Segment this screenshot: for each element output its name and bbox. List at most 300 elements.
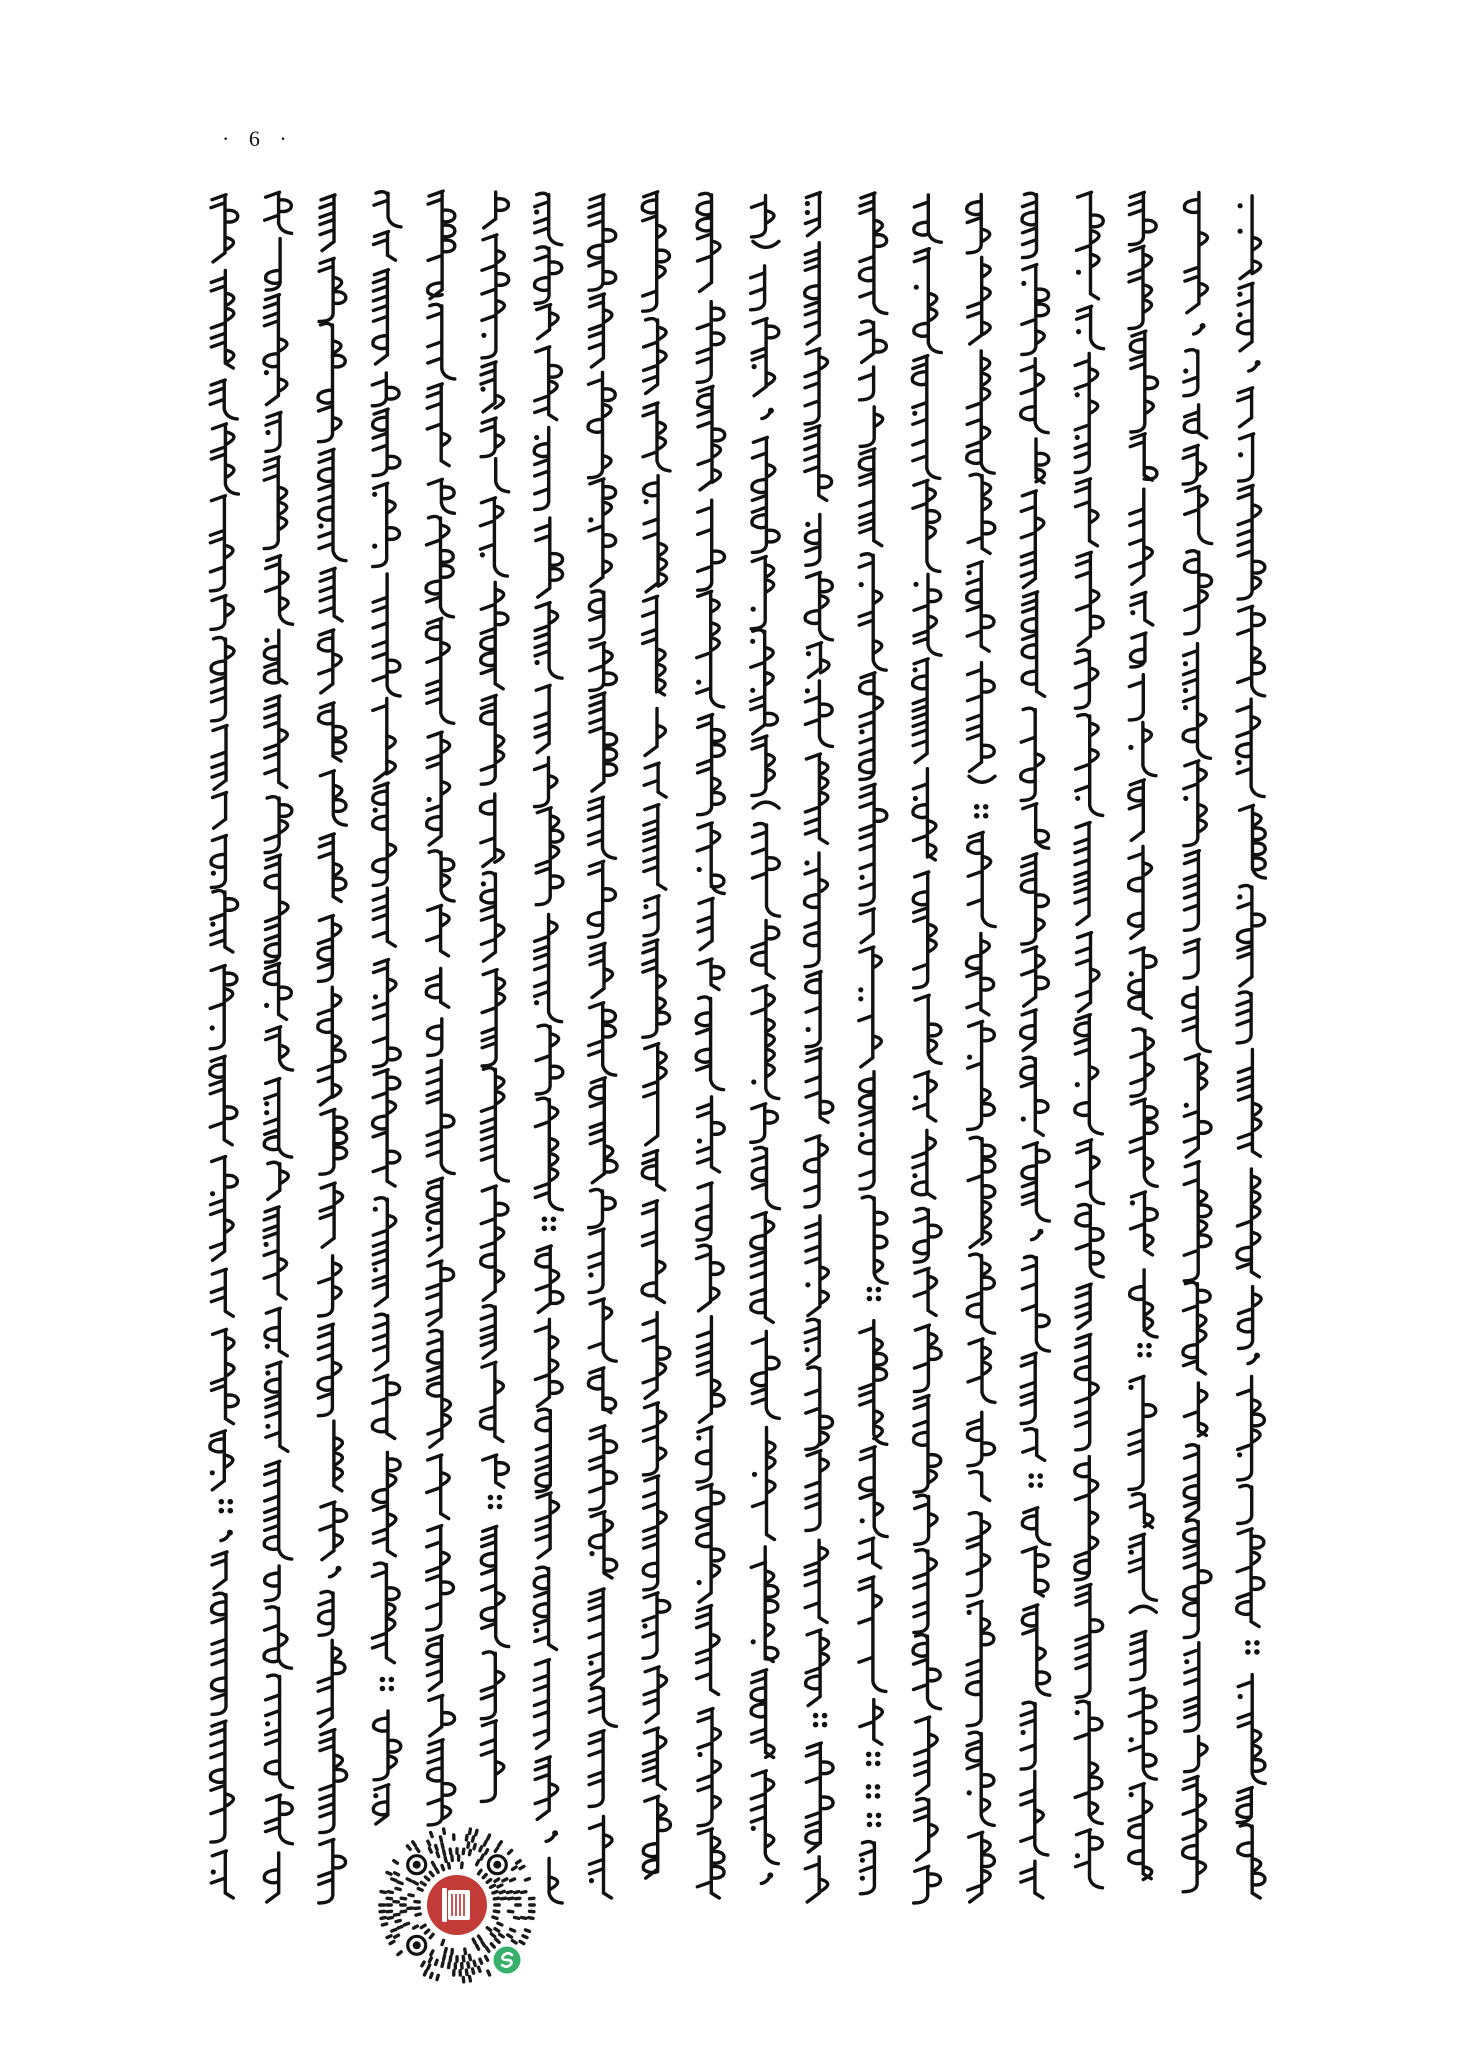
script-word bbox=[264, 963, 291, 1019]
ink-strokes bbox=[860, 1447, 887, 1537]
ink-strokes bbox=[318, 323, 345, 441]
script-word bbox=[318, 323, 345, 441]
ink-strokes bbox=[1185, 1643, 1199, 1732]
script-word bbox=[1075, 1830, 1103, 1888]
ink-strokes bbox=[1022, 193, 1037, 257]
ink-strokes bbox=[968, 257, 991, 344]
script-word bbox=[1183, 350, 1198, 396]
script-word bbox=[697, 1097, 724, 1172]
script-word bbox=[806, 1743, 833, 1852]
ink-strokes bbox=[859, 1538, 881, 1568]
ink-strokes bbox=[334, 1421, 343, 1491]
script-word bbox=[481, 235, 508, 358]
script-word bbox=[534, 428, 549, 510]
script-word bbox=[805, 426, 832, 501]
ink-strokes bbox=[426, 516, 453, 616]
ink-strokes bbox=[534, 1660, 549, 1749]
ink-dots bbox=[806, 1027, 811, 1032]
ink-dots bbox=[866, 1752, 881, 1767]
ink-strokes bbox=[589, 1003, 616, 1075]
script-word bbox=[334, 1421, 343, 1491]
ink-strokes bbox=[644, 1044, 667, 1145]
script-word bbox=[319, 703, 346, 761]
script-word bbox=[1075, 1701, 1103, 1823]
ink-dots bbox=[488, 1495, 503, 1510]
ink-strokes bbox=[1021, 1771, 1048, 1855]
script-word bbox=[1021, 1861, 1043, 1898]
ink-dots bbox=[805, 1282, 810, 1287]
ink-strokes bbox=[1184, 1445, 1198, 1519]
script-word bbox=[428, 1740, 455, 1825]
ink-strokes bbox=[915, 1717, 938, 1794]
ink-strokes bbox=[1130, 434, 1157, 481]
script-word bbox=[1184, 851, 1199, 931]
ink-strokes bbox=[859, 947, 882, 1067]
ink-strokes bbox=[753, 241, 779, 247]
ink-strokes bbox=[1022, 265, 1049, 355]
ink-strokes bbox=[751, 1213, 774, 1323]
script-word bbox=[210, 496, 233, 591]
script-word bbox=[1129, 192, 1156, 244]
ink-strokes bbox=[536, 1409, 551, 1491]
script-word bbox=[1022, 193, 1037, 257]
script-word bbox=[373, 1452, 400, 1556]
script-word bbox=[212, 1552, 227, 1588]
script-word bbox=[265, 192, 292, 233]
script-word bbox=[968, 663, 995, 772]
script-word bbox=[1021, 1771, 1048, 1855]
script-word bbox=[804, 853, 827, 967]
script-word bbox=[320, 195, 335, 251]
ink-strokes bbox=[913, 1635, 940, 1709]
script-word bbox=[643, 596, 666, 695]
ink-strokes bbox=[698, 959, 724, 990]
script-word bbox=[320, 771, 346, 825]
script-word bbox=[968, 1339, 995, 1403]
script-word bbox=[1237, 283, 1253, 351]
script-word bbox=[914, 195, 941, 242]
ink-strokes bbox=[914, 1208, 941, 1262]
script-word bbox=[1022, 947, 1049, 1006]
script-word bbox=[1075, 823, 1090, 925]
ink-dots bbox=[264, 638, 269, 643]
script-word bbox=[751, 266, 765, 310]
script-word bbox=[318, 1324, 341, 1416]
ink-strokes bbox=[320, 195, 335, 251]
ink-dots bbox=[751, 1079, 756, 1084]
ink-strokes bbox=[1130, 1270, 1157, 1337]
ink-strokes bbox=[1021, 1353, 1036, 1423]
ink-strokes bbox=[862, 1196, 887, 1283]
script-word bbox=[751, 557, 774, 629]
script-word bbox=[1238, 1675, 1266, 1784]
ink-dots bbox=[806, 651, 811, 656]
ink-strokes bbox=[590, 643, 617, 691]
ink-dots bbox=[589, 1878, 594, 1883]
ink-strokes bbox=[968, 1832, 995, 1902]
ink-strokes bbox=[374, 232, 396, 261]
ink-strokes bbox=[319, 834, 346, 902]
script-word bbox=[1238, 1049, 1261, 1156]
ink-dots bbox=[589, 1660, 594, 1665]
ink-strokes bbox=[264, 963, 291, 1019]
script-word bbox=[1130, 1099, 1157, 1186]
ink-dots bbox=[697, 1138, 702, 1143]
full-stop-mark bbox=[867, 1287, 882, 1302]
ink-strokes bbox=[1129, 1534, 1156, 1600]
ink-strokes bbox=[1022, 1143, 1049, 1221]
script-word bbox=[427, 1019, 442, 1056]
ink-dots bbox=[1137, 1343, 1152, 1358]
ink-strokes bbox=[644, 896, 659, 936]
ink-strokes bbox=[211, 195, 238, 262]
ink-strokes bbox=[805, 1540, 828, 1622]
script-word bbox=[265, 1675, 293, 1788]
script-word bbox=[210, 1157, 237, 1261]
full-stop-mark bbox=[542, 1216, 557, 1231]
script-word bbox=[590, 1426, 617, 1510]
page-number: · 6 · bbox=[222, 126, 287, 151]
script-word bbox=[1183, 761, 1206, 846]
script-word bbox=[264, 1461, 291, 1559]
ink-strokes bbox=[1184, 1520, 1211, 1638]
ink-strokes bbox=[264, 1461, 291, 1559]
script-word bbox=[318, 630, 341, 693]
ink-dots bbox=[1020, 1730, 1025, 1735]
ink-strokes bbox=[266, 1027, 293, 1070]
ink-strokes bbox=[373, 1785, 388, 1824]
script-word bbox=[805, 514, 820, 565]
ink-dots bbox=[805, 688, 810, 693]
script-word bbox=[806, 972, 822, 1047]
ink-strokes bbox=[645, 709, 666, 756]
ink-strokes bbox=[751, 1547, 778, 1662]
ink-strokes bbox=[211, 891, 238, 952]
ink-strokes bbox=[860, 1700, 883, 1745]
script-word bbox=[264, 1207, 287, 1299]
ink-dots bbox=[859, 582, 864, 587]
ink-dots bbox=[481, 333, 486, 338]
ink-strokes bbox=[1021, 708, 1044, 800]
ink-dots bbox=[859, 729, 864, 734]
script-word bbox=[427, 1061, 454, 1174]
script-word bbox=[697, 302, 724, 383]
text-column bbox=[966, 195, 995, 1903]
text-column bbox=[1237, 196, 1266, 1898]
ink-strokes bbox=[264, 295, 287, 405]
script-word bbox=[1129, 1784, 1152, 1880]
ink-dots bbox=[804, 860, 809, 865]
ink-strokes bbox=[482, 970, 504, 1066]
script-word bbox=[860, 784, 887, 905]
ink-strokes bbox=[752, 195, 775, 237]
script-word bbox=[212, 1329, 239, 1423]
ink-strokes bbox=[752, 736, 775, 796]
script-word bbox=[1021, 359, 1048, 433]
script-word bbox=[481, 1068, 508, 1181]
ink-dots bbox=[1130, 1200, 1135, 1205]
script-word bbox=[589, 294, 612, 367]
ink-strokes bbox=[535, 1757, 558, 1820]
script-word bbox=[319, 258, 346, 321]
script-word bbox=[806, 1367, 833, 1449]
script-word bbox=[211, 596, 234, 630]
ink-strokes bbox=[643, 1476, 666, 1590]
text-column bbox=[480, 192, 509, 1801]
ink-strokes bbox=[697, 823, 724, 894]
ink-strokes bbox=[1129, 1688, 1156, 1779]
script-word bbox=[859, 1538, 881, 1568]
script-word bbox=[319, 1840, 346, 1904]
ink-strokes bbox=[1076, 1284, 1091, 1329]
script-word bbox=[1075, 353, 1098, 472]
script-word bbox=[318, 916, 341, 982]
script-word bbox=[1129, 780, 1144, 841]
ink-dots bbox=[227, 1530, 233, 1536]
script-word bbox=[860, 1842, 875, 1894]
ink-strokes bbox=[1129, 246, 1152, 328]
ink-strokes bbox=[265, 1566, 280, 1601]
ink-strokes bbox=[372, 1563, 399, 1663]
ink-dots bbox=[534, 1628, 539, 1633]
script-word bbox=[1184, 192, 1207, 312]
ink-strokes bbox=[590, 693, 617, 791]
script-word bbox=[1130, 1192, 1157, 1255]
script-word bbox=[751, 1670, 774, 1758]
script-word bbox=[211, 637, 234, 720]
script-word bbox=[372, 483, 399, 566]
ink-strokes bbox=[374, 192, 401, 227]
ink-strokes bbox=[264, 457, 287, 549]
script-word bbox=[967, 1412, 994, 1466]
script-word bbox=[915, 1799, 938, 1861]
script-word bbox=[318, 1640, 345, 1726]
comma-mark bbox=[221, 1530, 233, 1541]
ink-strokes bbox=[535, 247, 562, 304]
ink-dots bbox=[1075, 1853, 1080, 1858]
ink-strokes bbox=[1021, 1057, 1048, 1135]
ink-dots bbox=[1128, 745, 1133, 750]
ink-strokes bbox=[1023, 1429, 1045, 1461]
ink-dots bbox=[265, 1344, 270, 1349]
ink-strokes bbox=[967, 1601, 994, 1725]
ink-strokes bbox=[698, 386, 725, 490]
script-word bbox=[534, 1567, 557, 1649]
ink-dots bbox=[380, 1677, 395, 1692]
script-word bbox=[1021, 854, 1048, 944]
ink-strokes bbox=[969, 776, 995, 782]
ink-strokes bbox=[698, 500, 725, 590]
ink-strokes bbox=[373, 270, 388, 364]
script-word bbox=[373, 698, 396, 780]
ink-dots bbox=[1238, 1694, 1243, 1699]
finder-dot bbox=[413, 1861, 421, 1869]
comma-mark bbox=[330, 1566, 342, 1577]
ink-strokes bbox=[481, 582, 508, 689]
ink-strokes bbox=[1238, 1287, 1261, 1349]
ink-strokes bbox=[372, 373, 399, 406]
ink-strokes bbox=[210, 1721, 233, 1842]
ink-strokes bbox=[1130, 331, 1157, 432]
script-word bbox=[1130, 1270, 1157, 1337]
script-word bbox=[1183, 1776, 1206, 1891]
ink-strokes bbox=[590, 1426, 617, 1510]
script-word bbox=[697, 823, 725, 894]
script-word bbox=[1020, 1702, 1035, 1769]
ink-strokes bbox=[697, 1245, 724, 1311]
script-word bbox=[589, 1731, 604, 1807]
full-stop-mark bbox=[866, 1784, 881, 1799]
script-word bbox=[1129, 1688, 1157, 1779]
script-word bbox=[860, 1700, 883, 1745]
ink-dots bbox=[1254, 1353, 1260, 1359]
text-column bbox=[534, 193, 563, 1903]
ink-dots bbox=[1183, 796, 1188, 801]
ink-strokes bbox=[373, 409, 400, 476]
ink-strokes bbox=[643, 596, 666, 695]
ink-strokes bbox=[914, 1550, 937, 1633]
script-word bbox=[1237, 699, 1265, 797]
script-word bbox=[427, 732, 450, 845]
ink-dots bbox=[534, 435, 539, 440]
ink-strokes bbox=[320, 1730, 347, 1833]
ink-strokes bbox=[698, 715, 725, 815]
script-word bbox=[643, 940, 670, 1037]
script-word bbox=[697, 1317, 724, 1423]
script-word bbox=[752, 195, 775, 237]
mini-program-code bbox=[380, 1829, 534, 1982]
ink-strokes bbox=[1184, 1162, 1211, 1281]
script-word bbox=[696, 1427, 712, 1482]
script-word bbox=[590, 943, 613, 997]
script-word bbox=[1130, 633, 1145, 667]
script-word bbox=[1240, 805, 1266, 878]
script-word bbox=[859, 1072, 874, 1189]
script-word bbox=[536, 1246, 563, 1313]
script-word bbox=[1130, 331, 1157, 432]
script-word bbox=[589, 1299, 616, 1361]
full-stop-mark bbox=[813, 1713, 828, 1728]
ink-strokes bbox=[590, 1078, 617, 1183]
script-word bbox=[752, 437, 779, 552]
ink-strokes bbox=[1184, 939, 1199, 978]
script-word bbox=[859, 554, 887, 670]
mini-program-logo-icon bbox=[491, 1944, 523, 1976]
ink-dots bbox=[643, 499, 648, 504]
script-word bbox=[429, 1695, 455, 1736]
ink-strokes bbox=[1184, 761, 1207, 846]
script-word bbox=[535, 758, 558, 807]
script-word bbox=[1076, 306, 1104, 349]
ink-strokes bbox=[1075, 1015, 1102, 1134]
script-word bbox=[483, 1455, 509, 1487]
script-word bbox=[1129, 246, 1152, 328]
ink-dots bbox=[913, 796, 918, 801]
script-word bbox=[805, 349, 828, 424]
ink-strokes bbox=[210, 496, 233, 591]
script-word bbox=[912, 1130, 935, 1198]
ink-strokes bbox=[860, 1321, 887, 1445]
ink-strokes bbox=[1238, 1675, 1265, 1784]
ink-dots bbox=[751, 606, 756, 611]
script-word bbox=[589, 1189, 616, 1227]
ink-strokes bbox=[320, 1502, 347, 1560]
ink-strokes bbox=[1238, 1049, 1261, 1156]
ink-strokes bbox=[643, 1403, 666, 1475]
script-word bbox=[1022, 1547, 1048, 1596]
script-word bbox=[859, 673, 882, 780]
ink-strokes bbox=[588, 372, 615, 477]
ink-strokes bbox=[429, 851, 454, 901]
script-word bbox=[860, 367, 874, 400]
script-word bbox=[643, 476, 666, 592]
ink-strokes bbox=[373, 1198, 396, 1306]
script-word bbox=[428, 191, 455, 299]
ink-strokes bbox=[753, 823, 780, 916]
ink-strokes bbox=[967, 1513, 990, 1596]
script-word bbox=[589, 1589, 605, 1685]
ink-dots bbox=[318, 523, 323, 528]
ink-strokes bbox=[805, 426, 832, 501]
script-word bbox=[480, 794, 503, 867]
ink-dots bbox=[210, 1470, 215, 1475]
ink-dots bbox=[1021, 281, 1026, 286]
ink-strokes bbox=[1183, 445, 1206, 484]
ink-strokes bbox=[535, 193, 562, 245]
script-word bbox=[374, 1711, 401, 1780]
ink-dots bbox=[859, 1132, 864, 1137]
ink-strokes bbox=[1075, 823, 1090, 925]
ink-strokes bbox=[860, 1072, 875, 1189]
ink-strokes bbox=[374, 1314, 388, 1370]
script-word bbox=[967, 1513, 990, 1596]
ink-strokes bbox=[1184, 405, 1206, 438]
text-block bbox=[210, 191, 1266, 1903]
script-word bbox=[211, 1269, 233, 1316]
ink-strokes bbox=[536, 1493, 559, 1558]
ink-dots bbox=[913, 667, 918, 672]
ink-dots bbox=[1183, 368, 1188, 373]
ink-strokes bbox=[590, 1512, 617, 1578]
script-word bbox=[588, 861, 615, 937]
script-word bbox=[496, 459, 509, 492]
ink-strokes bbox=[1238, 1377, 1265, 1481]
ink-dots bbox=[1130, 610, 1135, 615]
script-word bbox=[860, 1447, 888, 1537]
ink-strokes bbox=[1238, 1485, 1252, 1523]
ink-strokes bbox=[589, 195, 616, 290]
script-word bbox=[266, 1795, 293, 1844]
script-word bbox=[535, 685, 550, 752]
ink-dots bbox=[373, 807, 378, 812]
script-word bbox=[1184, 1445, 1198, 1519]
script-word bbox=[1184, 551, 1211, 634]
ink-strokes bbox=[697, 1183, 712, 1240]
script-word bbox=[751, 1771, 779, 1864]
ink-dots bbox=[1076, 270, 1081, 275]
ink-strokes bbox=[266, 1795, 293, 1844]
ink-strokes bbox=[537, 305, 559, 339]
ink-strokes bbox=[211, 596, 234, 630]
ink-strokes bbox=[588, 1368, 615, 1413]
ink-strokes bbox=[1183, 1282, 1210, 1374]
comma-mark bbox=[1248, 1353, 1260, 1364]
ink-dots bbox=[588, 1272, 593, 1277]
ink-strokes bbox=[697, 1606, 720, 1695]
script-word bbox=[481, 872, 504, 961]
ink-strokes bbox=[970, 1472, 990, 1501]
script-word bbox=[534, 193, 562, 245]
